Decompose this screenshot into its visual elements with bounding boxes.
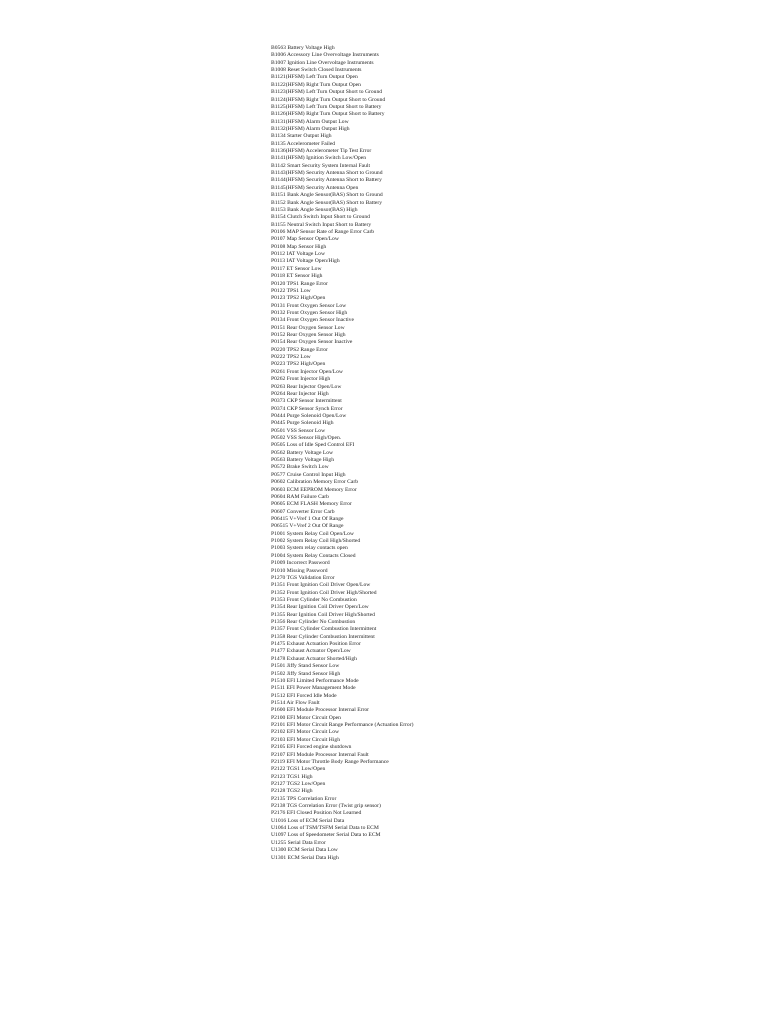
trouble-code-item: P0223 TPS2 High/Open [271,361,326,368]
trouble-code-item: P0605 ECM FLASH Memory Error [271,501,352,508]
trouble-code-item: P1514 Air Flow Fault [271,699,320,706]
trouble-code-item: B1126(HFSM) Right Turn Output Short to Battery [271,111,385,118]
trouble-code-item: P0577 Cruise Control Input High [271,471,346,478]
trouble-code-item: B1124(HFSM) Right Turn Output Short to Ground [271,96,386,103]
trouble-code-item: P0264 Rear Injector High [271,390,329,397]
trouble-code-item: P2176 EFI Closed Position Not Learned [271,810,362,817]
trouble-code-item: P06415 V+Vref 1 Out Of Range [271,516,344,522]
trouble-code-item: P2102 EFI Motor Circuit Low [271,729,340,736]
trouble-code-item: P2128 TGS2 High [271,788,313,795]
trouble-code-item: P1004 System Relay Contacts Closed [271,552,356,559]
trouble-code-item: B1132(HFSM) Alarm Output High [271,125,350,132]
trouble-code-item: P2107 EFI Module Processor Internal Fault [271,751,369,758]
trouble-code-item: U1300 ECM Serial Data Low [271,847,338,854]
trouble-code-item: P1010 Missing Password [271,567,328,574]
trouble-code-item: P0562 Battery Voltage Low [271,449,334,456]
trouble-code-item: B1125(HFSM) Left Turn Output Short to Battery [271,103,382,110]
trouble-code-item: P2123 TGS1 High [271,773,313,780]
trouble-code-item: P0131 Front Oxygen Sensor Low [271,302,347,309]
trouble-code-item: P2101 EFI Motor Circuit Range Performance (Actuation Error) [271,722,414,729]
trouble-code-item: P1352 Front Ignition Coil Driver High/Shorted [271,589,377,596]
trouble-code-item: P1511 EFI Power Management Mode [271,685,356,692]
trouble-code-item: P0154 Rear Oxygen Sensor Inactive [271,339,353,346]
trouble-code-item: P1357 Front Cylinder Combustion Intermittent [271,626,377,633]
trouble-code-item: P1003 System relay contacts open [271,545,348,552]
trouble-code-item: P0502 VSS Sensor High/Open. [271,435,342,442]
trouble-code-item: P0123 TPS2 High/Open [271,295,326,302]
trouble-code-item: P1512 EFI Forced Idle Mode [271,692,337,699]
trouble-code-item: B1143(HFSM) Security Antenna Short to Ground [271,170,383,177]
trouble-code-item: P2122 TGS1 Low/Open [271,766,326,773]
trouble-code-item: U1255 Serial Data Error [271,839,326,846]
trouble-code-item: B1151 Bank Angle Sensor(BAS) Short to Ground [271,192,383,199]
trouble-code-item: P0107 Map Sensor Open/Low [271,236,339,243]
trouble-code-item: P2103 EFI Motor Circuit High [271,736,340,743]
trouble-code-item: P1001 System Relay Coil Open/Low [271,530,354,537]
trouble-code-item: P0151 Rear Oxygen Sensor Low [271,324,345,331]
trouble-code-item: P0261 Front Injector Open/Low [271,368,343,375]
trouble-code-item: P0220 TPS2 Range Error [271,346,328,353]
trouble-code-item: P0607 Converter Error Carb [271,508,335,515]
trouble-code-item: B1122(HFSM) Right Turn Output Open [271,81,361,88]
trouble-code-item: P2105 EFI Forced engine shutdown [271,744,352,751]
trouble-code-item: P2100 EFI Motor Circuit Open [271,714,341,721]
trouble-code-item: P1356 Rear Cylinder No Combustion [271,619,356,626]
trouble-code-item: P0263 Rear Injector Open/Low [271,383,342,390]
trouble-code-item: P0603 ECM EEPROM Memory Error [271,486,357,493]
trouble-code-item: P1475 Exhaust Actuation Position Error [271,641,361,648]
trouble-code-item: B1121(HFSM) Left Turn Output Open [271,74,358,81]
trouble-code-item: B1136(HFSM) Accelerometer Tip Test Error [271,148,372,155]
trouble-code-item: B1006 Accessory Line Overvoltage Instruments [271,52,379,59]
trouble-code-item: U1097 Loss of Speedometer Serial Data to ECM [271,832,381,839]
trouble-code-item: P1477 Exhaust Actuator Open/Low [271,648,351,655]
trouble-code-item: P0112 IAT Voltage Low [271,251,326,258]
trouble-code-item: P1358 Rear Cylinder Combustion Intermittent [271,633,375,640]
trouble-code-item: P2127 TGS2 Low/Open [271,780,326,787]
trouble-code-item: P2138 TGS Correlation Error (Twist grip sensor) [271,803,381,810]
trouble-code-list [271,45,413,862]
trouble-code-item: P0602 Calibration Memory Error Carb [271,479,358,486]
trouble-code-item: P1354 Rear Ignition Coil Driver Open/Low [271,604,369,611]
trouble-code-item: P0505 Loss of Idle Sped Control EFI [271,442,355,449]
trouble-code-item: P0374 CKP Sensor Synch Error [271,405,343,412]
trouble-code-item: P1002 System Relay Coil High/Shorted [271,538,361,545]
trouble-code-item: P0122 TPS1 Low [271,287,311,294]
trouble-code-item: P0134 Front Oxygen Sensor Inactive [271,317,354,324]
trouble-code-item: P0117 ET Sensor Low [271,265,322,272]
trouble-code-item: P2135 TPS Correlation Error [271,795,337,802]
trouble-code-item: B1154 Clutch Switch Input Short to Ground [271,214,370,221]
trouble-code-item: P2119 EFI Motor Throttle Body Range Performance [271,758,389,765]
trouble-code-item: U1301 ECM Serial Data High [271,854,339,861]
trouble-code-item: P1510 EFI Limited Performance Mode [271,677,359,684]
trouble-code-item: U1064 Loss of TSM/TSFM Serial Data to ECM [271,825,379,832]
trouble-code-item: B1131(HFSM) Alarm Output Low [271,118,349,125]
trouble-code-item: P1353 Front Cylinder No Combustion [271,596,357,603]
trouble-code-item: P0572 Brake Switch Low [271,464,329,471]
trouble-code-item: P0445 Purge Solenoid High [271,420,334,427]
trouble-code-item: B1141(HFSM) Ignition Switch Low/Open [271,155,367,162]
trouble-code-item: B1144(HFSM) Security Antenna Short to Battery [271,177,382,184]
trouble-code-item: B1152 Bank Angle Sensor(BAS) Short to Battery [271,199,383,206]
trouble-code-item: P0444 Purge Solenoid Open/Low [271,412,347,419]
trouble-code-item: P1355 Rear Ignition Coil Driver High/Shorted [271,611,375,618]
trouble-code-item: P1009 Incorrect Password [271,560,330,567]
trouble-code-item: P0152 Rear Oxygen Sensor High [271,332,346,339]
trouble-code-item: P0113 IAT Voltage Open/High [271,258,340,265]
trouble-code-item: B1123(HFSM) Left Turn Output Short to Ground [271,89,383,96]
trouble-code-item: P1600 EFI Module Processor Internal Error [271,707,370,714]
trouble-code-item: P0501 VSS Sensor Low [271,427,326,434]
trouble-code-item: P1478 Exhaust Actuator Shorted/High [271,655,357,662]
trouble-code-item: B1007 Ignition Line Overvoltage Instruments [271,59,374,66]
trouble-code-item: B1008 Reset Switch Closed Instruments [271,67,362,74]
trouble-code-item: B1134 Starter Output High [271,133,332,140]
trouble-code-item: P0604 RAM Failure Carb [271,493,329,500]
trouble-code-item: B1135 Accelerometer Failed [271,140,336,147]
trouble-code-item: P0118 ET Sensor High [271,273,323,280]
trouble-code-item: P1351 Front Ignition Coil Driver Open/Low [271,582,371,589]
trouble-code-item: U1016 Loss of ECM Serial Data [271,817,345,824]
trouble-code-item: B0563 Battery Voltage High [271,45,335,51]
trouble-code-item: P1270 TGS Validation Error [271,574,335,581]
trouble-code-item: P0106 MAP Sensor Rate of Range Error Carb [271,228,375,235]
trouble-code-item: P0222 TPS2 Low [271,354,311,361]
trouble-code-item: P0563 Battery Voltage High [271,457,335,464]
trouble-code-item: P0132 Front Oxygen Sensor High [271,309,348,316]
trouble-code-item: B1155 Neutral Switch Input Short to Battery [271,221,372,228]
trouble-code-item: P0373 CKP Sensor Intermittent [271,398,342,405]
trouble-code-item: P06515 V+Vref 2 Out Of Range [271,523,344,530]
trouble-code-item: P0120 TPS1 Range Error [271,280,328,287]
trouble-code-item: P0108 Map Sensor High [271,243,327,250]
trouble-code-item: B1153 Bank Angle Sensor(BAS) High [271,206,358,213]
trouble-code-item: P1502 Jiffy Stand Sensor High [271,670,341,677]
trouble-code-item: P1501 Jiffy Stand Sensor Low [271,663,340,670]
trouble-code-item: B1145(HFSM) Security Antenna Open [271,184,359,191]
trouble-code-item: B1142 Smart Security System Internal Fault [271,162,371,169]
trouble-code-item: P0262 Front Injector High [271,376,331,383]
